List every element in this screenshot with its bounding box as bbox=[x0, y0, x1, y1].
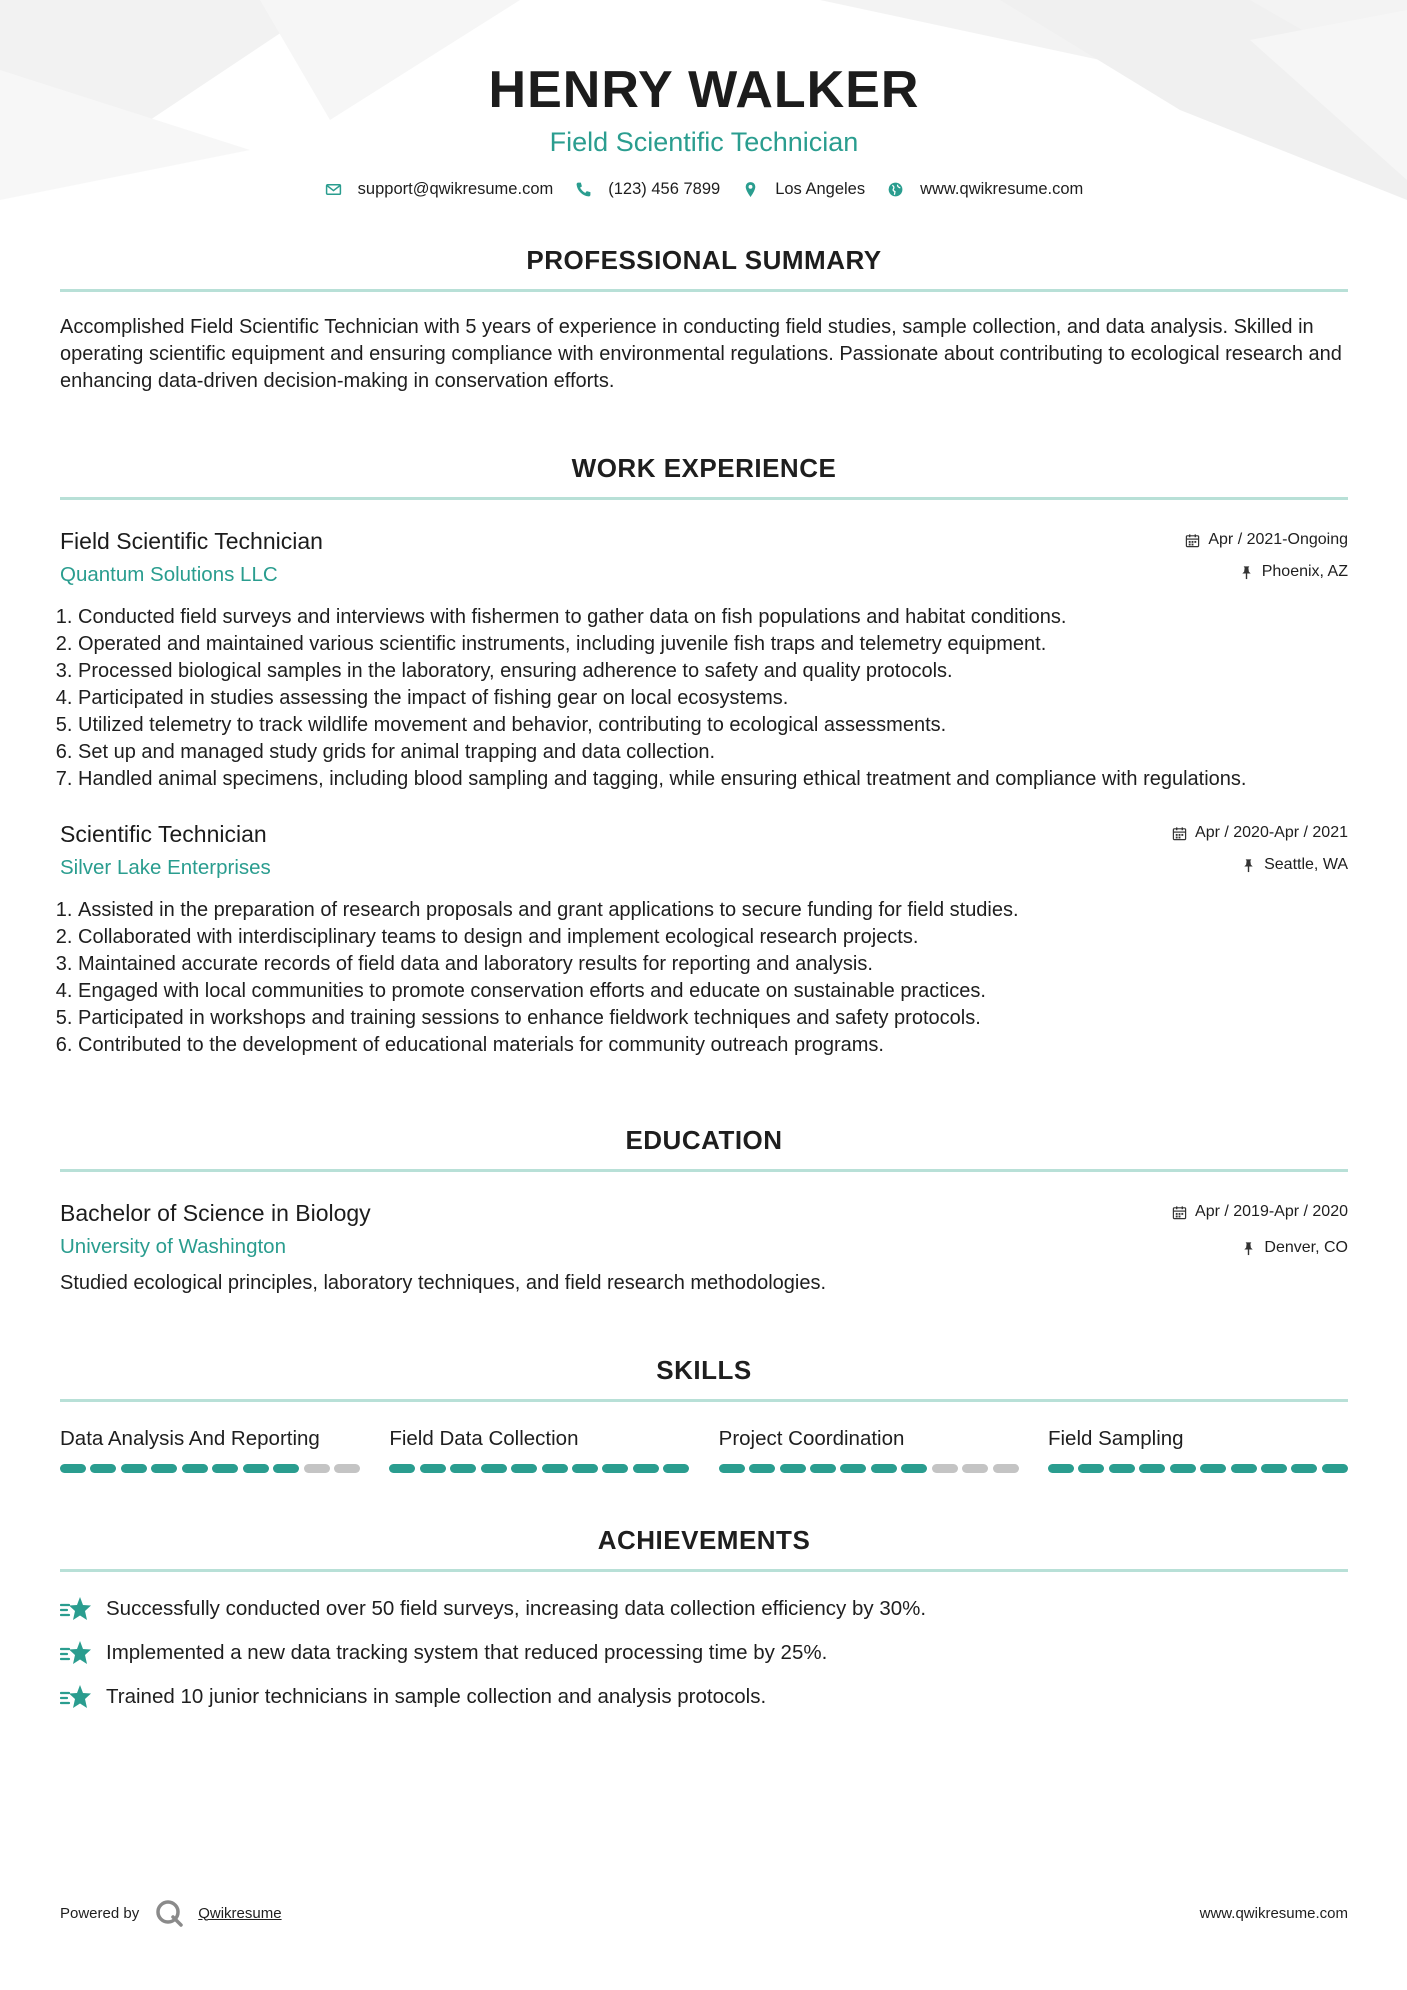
skill-segment-filled bbox=[121, 1464, 147, 1473]
contact-location bbox=[742, 180, 865, 199]
list-item: 3. Processed biological samples in the laboratory, ensuring adherence to safety and quality protocols. bbox=[78, 658, 1348, 685]
skill-name: Data Analysis And Reporting bbox=[60, 1427, 320, 1450]
list-item: 7. Handled animal specimens, including blood sampling and tagging, while ensuring ethical treatment and compliance with regulations. bbox=[78, 766, 1348, 793]
pushpin-icon bbox=[1239, 565, 1254, 580]
contact-phone[interactable] bbox=[575, 180, 720, 199]
pushpin-icon bbox=[1241, 1241, 1256, 1256]
skill-segment-filled bbox=[212, 1464, 238, 1473]
skills-list bbox=[60, 1426, 1348, 1473]
school-name: University of Washington bbox=[60, 1235, 286, 1258]
skill-segment-filled bbox=[273, 1464, 299, 1473]
candidate-name: HENRY WALKER bbox=[488, 61, 920, 119]
pushpin-icon bbox=[1241, 858, 1256, 873]
skill-item bbox=[60, 1426, 360, 1473]
skill-segment-empty bbox=[334, 1464, 360, 1473]
footer-website[interactable]: www.qwikresume.com bbox=[1199, 1904, 1348, 1922]
candidate-title: Field Scientific Technician bbox=[549, 127, 859, 157]
skill-segment-filled bbox=[810, 1464, 836, 1473]
list-item bbox=[60, 1640, 1348, 1666]
skill-rating-bar bbox=[719, 1464, 1019, 1473]
skill-segment-filled bbox=[901, 1464, 927, 1473]
section-divider bbox=[60, 497, 1348, 500]
star-icon bbox=[60, 1596, 92, 1622]
powered-by-label: Powered by bbox=[60, 1904, 140, 1922]
email-text: support@qwikresume.com bbox=[357, 180, 554, 198]
job-title: Scientific Technician bbox=[60, 821, 267, 847]
qwikresume-logo bbox=[154, 1898, 184, 1928]
list-item bbox=[60, 1596, 1348, 1622]
skill-name: Field Sampling bbox=[1047, 1427, 1184, 1450]
skill-segment-filled bbox=[420, 1464, 446, 1473]
skill-segment-filled bbox=[511, 1464, 537, 1473]
skill-segment-filled bbox=[1231, 1464, 1257, 1473]
skills-section bbox=[60, 1355, 1348, 1473]
list-item bbox=[60, 1684, 1348, 1710]
list-item: 1. Conducted field surveys and interviews with fishermen to gather data on fish populations and habitat conditions. bbox=[78, 604, 1348, 631]
resume-page bbox=[60, 0, 1348, 1728]
experience-section bbox=[60, 453, 1348, 1059]
section-title-skills: SKILLS bbox=[656, 1355, 752, 1385]
achievement-text: Successfully conducted over 50 field surveys, increasing data collection efficiency by 30%. bbox=[106, 1597, 927, 1620]
skill-name: Field Data Collection bbox=[389, 1427, 579, 1450]
company-name: Quantum Solutions LLC bbox=[60, 563, 278, 586]
star-icon bbox=[60, 1684, 92, 1710]
section-title-summary: PROFESSIONAL SUMMARY bbox=[526, 245, 882, 275]
skill-segment-filled bbox=[481, 1464, 507, 1473]
skill-segment-filled bbox=[719, 1464, 745, 1473]
list-item: 4. Participated in studies assessing the impact of fishing gear on local ecosystems. bbox=[78, 685, 1348, 712]
skill-segment-filled bbox=[1261, 1464, 1287, 1473]
contact-website[interactable] bbox=[887, 180, 1083, 199]
skill-segment-filled bbox=[1170, 1464, 1196, 1473]
calendar-icon bbox=[1172, 826, 1187, 841]
section-title-achievements: ACHIEVEMENTS bbox=[597, 1525, 811, 1555]
map-pin-icon bbox=[742, 181, 759, 198]
skill-item bbox=[719, 1426, 1019, 1473]
envelope-icon bbox=[325, 181, 342, 198]
skill-segment-filled bbox=[151, 1464, 177, 1473]
skill-segment-empty bbox=[962, 1464, 988, 1473]
list-item: 5. Utilized telemetry to track wildlife movement and behavior, contributing to ecological assessments. bbox=[78, 712, 1348, 739]
company-name: Silver Lake Enterprises bbox=[60, 856, 271, 879]
skill-rating-bar bbox=[1048, 1464, 1348, 1473]
skill-segment-filled bbox=[663, 1464, 689, 1473]
skill-segment-filled bbox=[243, 1464, 269, 1473]
job-location: Seattle, WA bbox=[1264, 856, 1348, 873]
calendar-icon bbox=[1172, 1205, 1187, 1220]
skill-segment-filled bbox=[602, 1464, 628, 1473]
job-location: Phoenix, AZ bbox=[1261, 563, 1348, 580]
degree-title: Bachelor of Science in Biology bbox=[60, 1200, 371, 1226]
achievements-list bbox=[60, 1596, 1348, 1710]
job-entry bbox=[60, 526, 1348, 793]
skill-segment-filled bbox=[1139, 1464, 1165, 1473]
skill-segment-empty bbox=[993, 1464, 1019, 1473]
star-icon bbox=[60, 1640, 92, 1666]
list-item: 5. Participated in workshops and training sessions to enhance fieldwork techniques and safety protocols. bbox=[78, 1005, 1348, 1032]
skill-segment-filled bbox=[1078, 1464, 1104, 1473]
list-item: 1. Assisted in the preparation of research proposals and grant applications to secure funding for field studies. bbox=[78, 897, 1348, 924]
list-item: 2. Operated and maintained various scientific instruments, including juvenile fish traps and telemetry equipment. bbox=[78, 631, 1348, 658]
education-section bbox=[60, 1125, 1348, 1297]
education-dates: Apr / 2019-Apr / 2020 bbox=[1195, 1203, 1348, 1220]
website-text: www.qwikresume.com bbox=[920, 180, 1084, 198]
powered-by bbox=[60, 1898, 282, 1928]
skill-segment-filled bbox=[90, 1464, 116, 1473]
education-location: Denver, CO bbox=[1264, 1239, 1348, 1256]
skill-segment-filled bbox=[1200, 1464, 1226, 1473]
skill-segment-filled bbox=[871, 1464, 897, 1473]
job-bullets bbox=[60, 897, 1348, 1059]
calendar-icon bbox=[1185, 533, 1200, 548]
contact-bar bbox=[60, 180, 1348, 199]
achievements-section bbox=[60, 1525, 1348, 1710]
education-description: Studied ecological principles, laboratory techniques, and field research methodologies. bbox=[60, 1272, 827, 1294]
job-entry bbox=[60, 819, 1348, 1059]
skill-segment-filled bbox=[389, 1464, 415, 1473]
skill-segment-filled bbox=[1048, 1464, 1074, 1473]
skill-segment-filled bbox=[1109, 1464, 1135, 1473]
skill-segment-filled bbox=[572, 1464, 598, 1473]
skill-rating-bar bbox=[60, 1464, 360, 1473]
job-dates: Apr / 2021-Ongoing bbox=[1208, 531, 1348, 548]
skill-segment-filled bbox=[780, 1464, 806, 1473]
list-item: 6. Set up and managed study grids for animal trapping and data collection. bbox=[78, 739, 1348, 766]
list-item: 6. Contributed to the development of educational materials for community outreach programs. bbox=[78, 1032, 1348, 1059]
globe-icon bbox=[887, 181, 904, 198]
job-title: Field Scientific Technician bbox=[60, 528, 323, 554]
skill-segment-empty bbox=[304, 1464, 330, 1473]
skill-segment-filled bbox=[450, 1464, 476, 1473]
skill-segment-empty bbox=[932, 1464, 958, 1473]
skill-segment-filled bbox=[749, 1464, 775, 1473]
skill-segment-filled bbox=[1322, 1464, 1348, 1473]
list-item: 3. Maintained accurate records of field data and laboratory results for reporting and analysis. bbox=[78, 951, 1348, 978]
achievement-text: Implemented a new data tracking system that reduced processing time by 25%. bbox=[106, 1641, 828, 1664]
skill-segment-filled bbox=[1291, 1464, 1317, 1473]
phone-icon bbox=[575, 181, 592, 198]
section-divider bbox=[60, 289, 1348, 292]
job-bullets bbox=[60, 604, 1348, 793]
section-title-education: EDUCATION bbox=[625, 1125, 783, 1155]
skill-rating-bar bbox=[389, 1464, 689, 1473]
qwikresume-link[interactable]: Qwikresume bbox=[198, 1904, 282, 1922]
section-title-experience: WORK EXPERIENCE bbox=[571, 453, 837, 483]
achievement-text: Trained 10 junior technicians in sample collection and analysis protocols. bbox=[106, 1685, 767, 1708]
skill-segment-filled bbox=[182, 1464, 208, 1473]
summary-text: Accomplished Field Scientific Technician with 5 years of experience in conducting field studies, sample collection, and data analysis. Skilled in operating scientific equipment and ensuring compliance with environmental regulations. Passionate about contributing to ecological research and enhancing data-driven decision-making in conservation efforts. bbox=[60, 316, 1342, 392]
skill-segment-filled bbox=[60, 1464, 86, 1473]
resume-header bbox=[60, 0, 1348, 199]
skill-segment-filled bbox=[840, 1464, 866, 1473]
skill-segment-filled bbox=[542, 1464, 568, 1473]
contact-email[interactable] bbox=[325, 180, 554, 199]
section-divider bbox=[60, 1169, 1348, 1172]
list-item: 4. Engaged with local communities to promote conservation efforts and educate on sustainable practices. bbox=[78, 978, 1348, 1005]
education-entry bbox=[60, 1198, 1348, 1297]
phone-text: (123) 456 7899 bbox=[608, 180, 721, 198]
skill-segment-filled bbox=[633, 1464, 659, 1473]
location-text: Los Angeles bbox=[775, 180, 866, 198]
summary-section bbox=[60, 245, 1348, 395]
skill-item bbox=[1048, 1426, 1348, 1473]
page-footer bbox=[60, 1898, 1348, 1928]
list-item: 2. Collaborated with interdisciplinary teams to design and implement ecological research projects. bbox=[78, 924, 1348, 951]
job-dates: Apr / 2020-Apr / 2021 bbox=[1195, 824, 1348, 841]
skill-name: Project Coordination bbox=[718, 1427, 905, 1450]
section-divider bbox=[60, 1399, 1348, 1402]
skill-item bbox=[389, 1426, 689, 1473]
section-divider bbox=[60, 1569, 1348, 1572]
